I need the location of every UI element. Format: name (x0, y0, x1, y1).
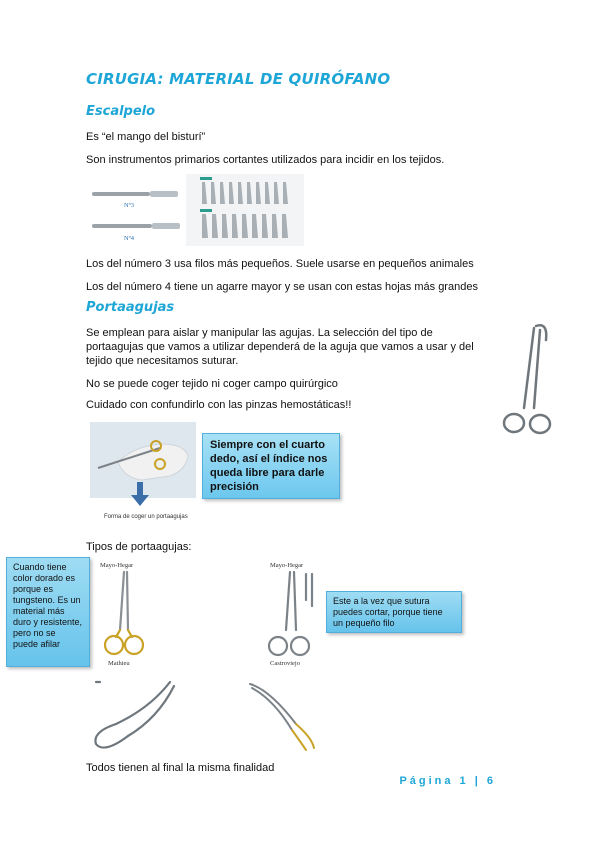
escalpelo-text-4: Los del número 4 tiene un agarre mayor y se usan con estas hojas más grandes (86, 281, 478, 293)
section-heading-portaagujas: Portaagujas (86, 300, 175, 315)
closing-text: Todos tienen al final la misma finalidad (86, 762, 275, 774)
grip-callout: Siempre con el cuarto dedo, así el índice nos queda libre para darle precisión (202, 433, 340, 499)
page-number: Página 1 | 6 (399, 775, 496, 787)
types-label: Tipos de portaagujas: (86, 541, 192, 553)
escalpelo-text-3: Los del número 3 usa filos más pequeños. Suele usarse en pequeños animales (86, 258, 474, 270)
mayo-hegar-gold-image (94, 560, 154, 670)
scalpel-blades-image (186, 174, 304, 246)
section-heading-escalpelo: Escalpelo (86, 104, 156, 119)
label-number-4: Nº4 (124, 235, 134, 242)
type-label-mathieu: Mathieu (108, 660, 130, 667)
portaagujas-text-1: Se emplean para aislar y manipular las agujas. La selección del tipo de portaagujas que vamos a utilizar dependerá de la aguja que vamos a usar y del tejido que necesitamos suturar. (86, 327, 474, 367)
castroviejo-gold-image (246, 678, 322, 752)
arrow-down-icon (130, 482, 150, 508)
escalpelo-text-2: Son instrumentos primarios cortantes utilizados para incidir en los tejidos. (86, 154, 445, 166)
type-label-mayo-hegar-1: Mayo-Hegar (100, 562, 134, 569)
mayo-hegar-scissor-image (262, 560, 326, 670)
tungsten-callout: Cuando tiene color dorado es porque es tungsteno. Es un material más duro y resistente, pero no se puede afilar (6, 557, 90, 667)
grip-caption: Forma de coger un portaagujas (104, 514, 188, 520)
page-title: CIRUGIA: MATERIAL DE QUIRÓFANO (86, 70, 391, 88)
portaagujas-text-3: Cuidado con confundirlo con las pinzas hemostáticas!! (86, 399, 352, 411)
castroviejo-curved-image (88, 678, 184, 758)
needle-holder-image (500, 320, 562, 438)
scalpel-handles-image (86, 178, 186, 248)
escalpelo-text-1: Es “el mango del bisturí” (86, 131, 206, 143)
label-number-3: Nº3 (124, 202, 134, 209)
type-label-castroviejo: Castroviejo (270, 660, 300, 667)
cut-callout: Este a la vez que sutura puedes cortar, porque tiene un pequeño filo (326, 591, 462, 633)
portaagujas-text-2: No se puede coger tejido ni coger campo quirúrgico (86, 378, 338, 390)
type-label-mayo-hegar-2: Mayo-Hegar (270, 562, 304, 569)
